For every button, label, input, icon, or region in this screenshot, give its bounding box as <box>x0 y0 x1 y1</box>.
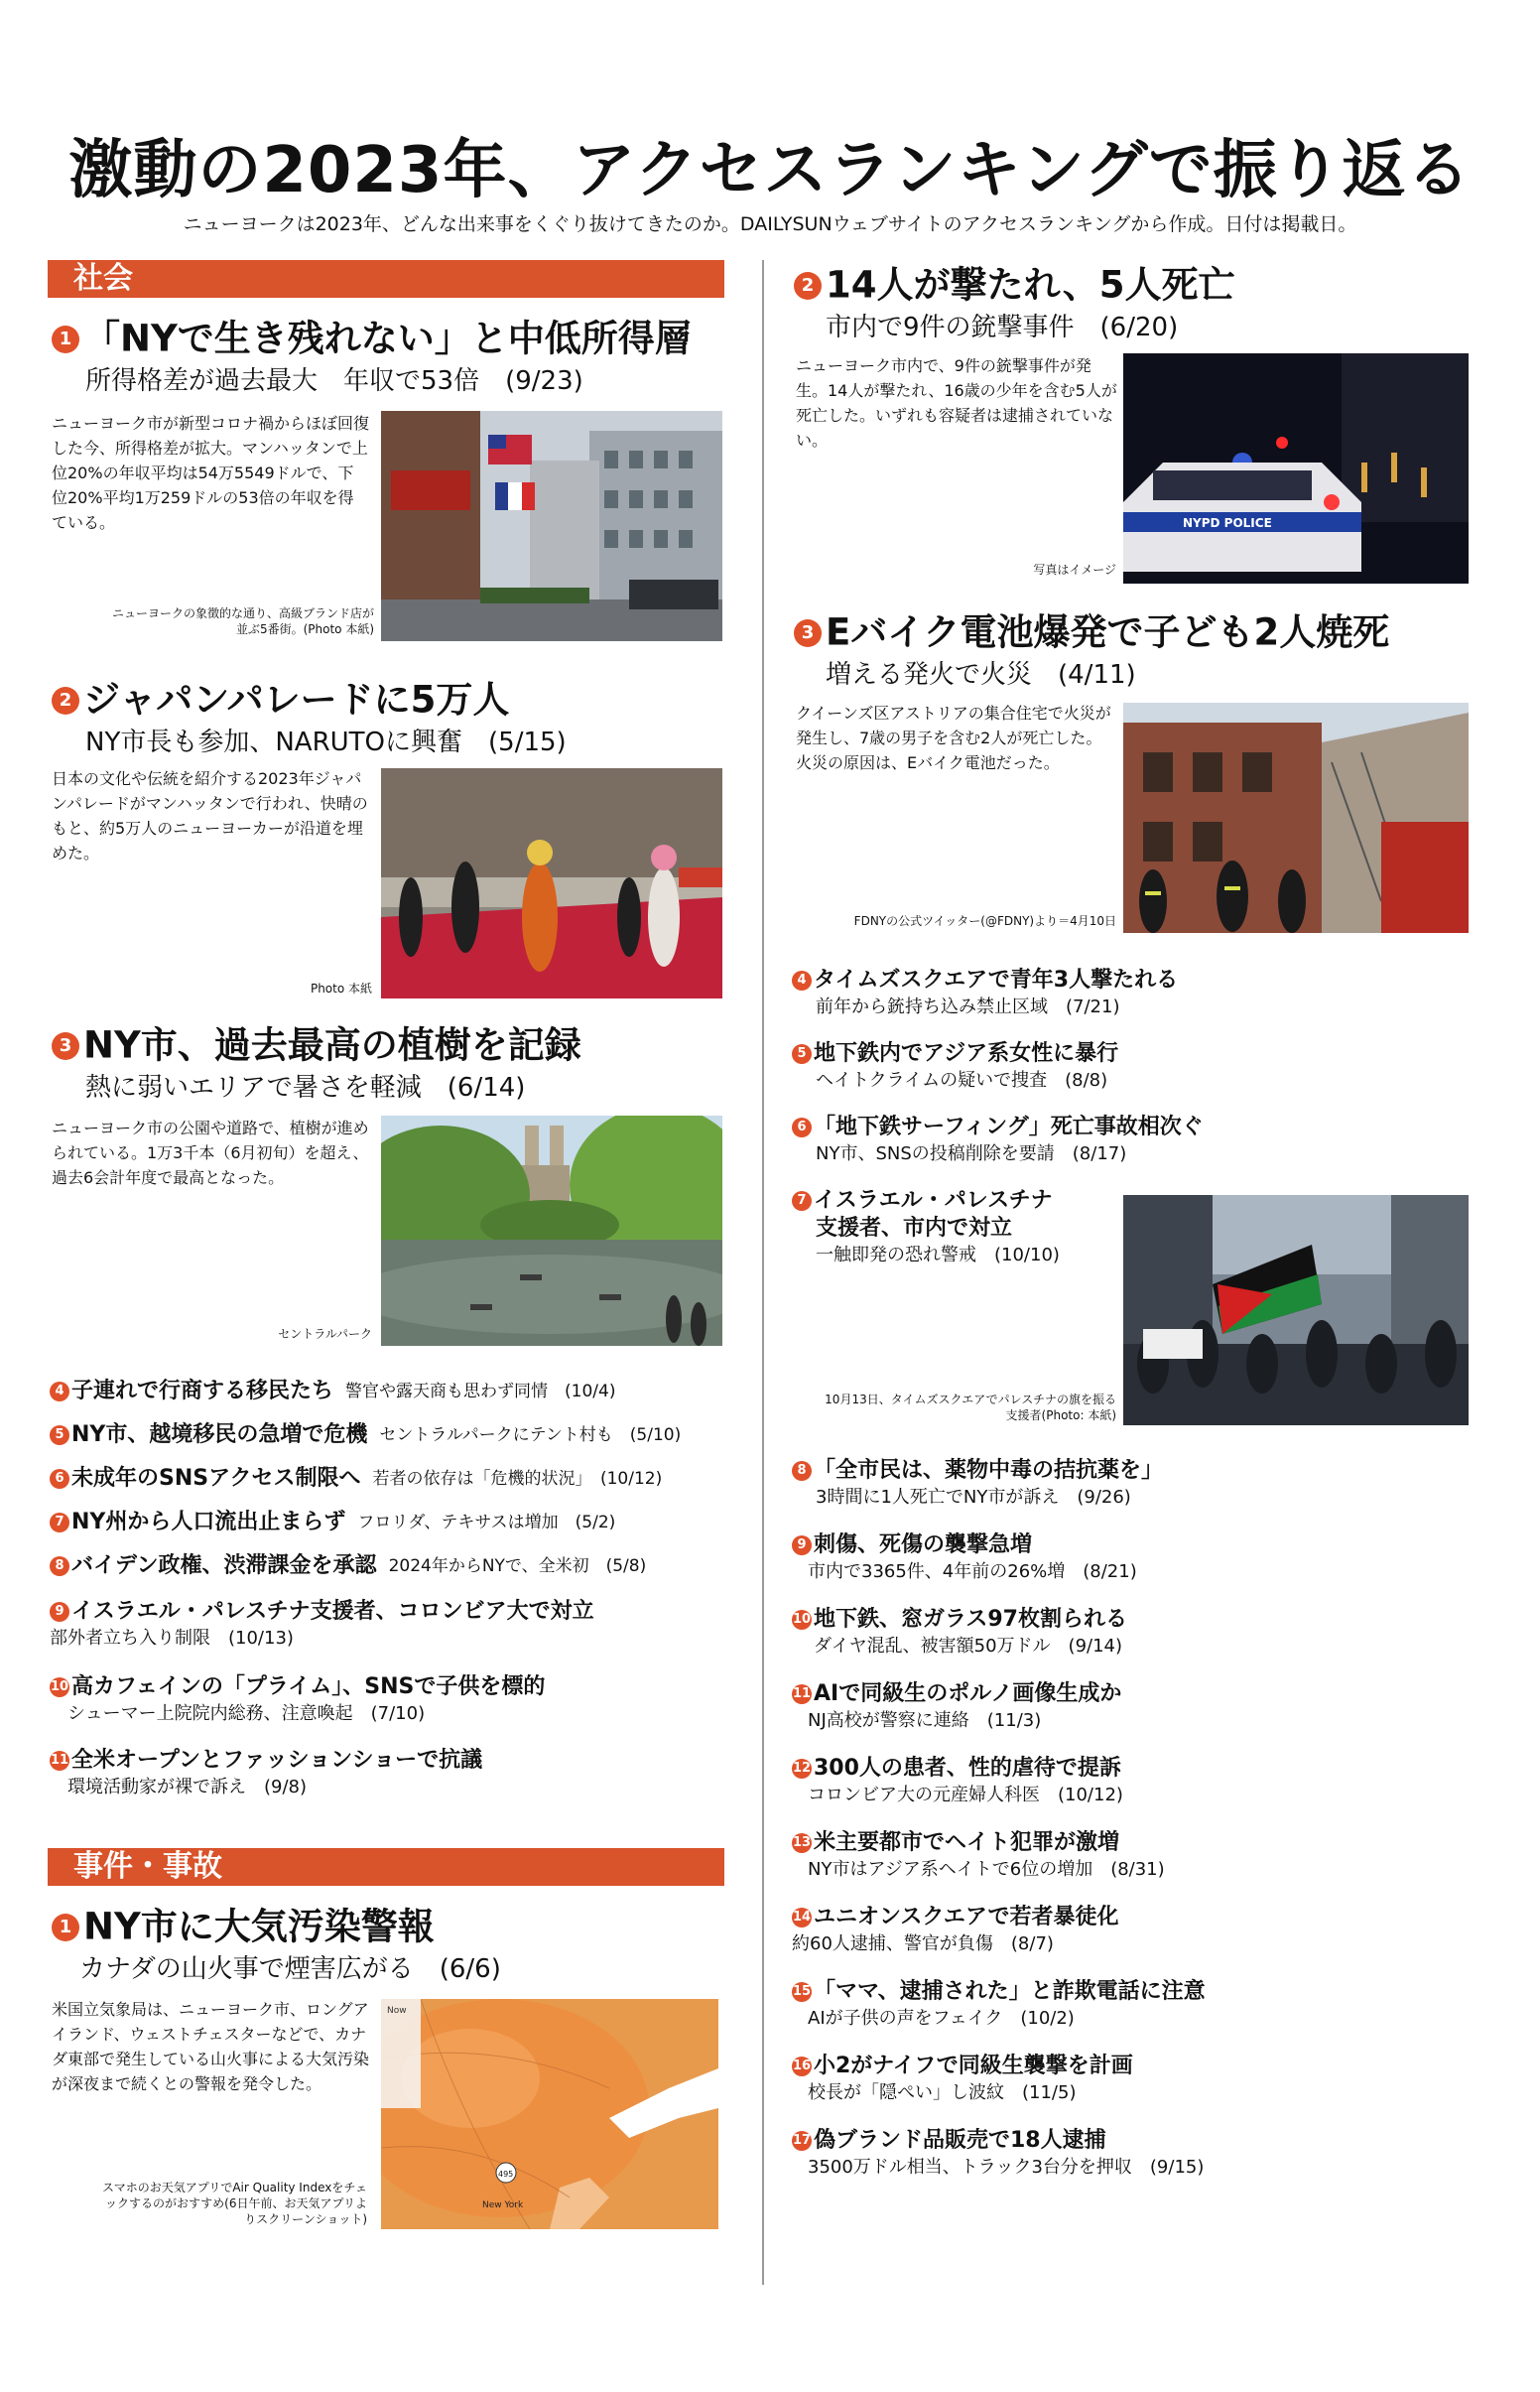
rank-badge: 12 <box>792 1759 812 1779</box>
list-item[interactable] <box>50 1673 744 1747</box>
item-sub: セントラルパークにテント村も (5/10) <box>379 1425 682 1445</box>
item-title: AIで同級生のポルノ画像生成か <box>814 1681 1122 1706</box>
list-item[interactable] <box>50 1747 744 1820</box>
incident-headline-2[interactable] <box>794 262 1234 308</box>
incident-subhead-1: カナダの山火事で煙害広がる (6/6) <box>79 1954 501 1984</box>
list-item[interactable] <box>792 1680 1506 1755</box>
item-title: 子連れで行商する移民たち <box>71 1379 334 1403</box>
rank-badge: 17 <box>792 2131 812 2151</box>
item-title: 偽ブランド品販売で18人逮捕 <box>814 2128 1106 2153</box>
society-body-1: ニューヨーク市が新型コロナ禍からほぼ回復した今、所得格差が拡大。マンハッタンで上位20%の年収平均は54万5549ドルで、下位20%平均1万259ドルの53倍の年収を得ている。 <box>52 414 370 532</box>
rank-badge: 10 <box>50 1677 69 1697</box>
society-subhead-1: 所得格差が過去最大 年収で53倍 (9/23) <box>85 366 583 396</box>
rank-badge: 15 <box>792 1982 812 2002</box>
incident-list <box>792 967 1486 1187</box>
rank-badge: 1 <box>52 326 79 353</box>
item-title: 「全市民は、薬物中毒の拮抗薬を」 <box>814 1458 1164 1483</box>
incident-headline-3[interactable] <box>794 609 1389 655</box>
item-sub: 3時間に1人死亡でNY市が訴え (9/26) <box>816 1487 1131 1508</box>
item-title: 「地下鉄サーフィング」死亡事故相次ぐ <box>814 1115 1204 1139</box>
list-item[interactable] <box>792 1755 1506 1829</box>
rank-badge: 6 <box>792 1118 812 1137</box>
map-app-label: Now <box>387 2006 407 2016</box>
item-title: タイムズスクエアで青年3人撃たれる <box>814 968 1179 993</box>
air-quality-map <box>381 1999 718 2229</box>
item-title: ユニオンスクエアで若者暴徒化 <box>814 1905 1119 1929</box>
incident-caption-7 <box>784 1392 1116 1423</box>
list-item[interactable] <box>792 2053 1506 2127</box>
item-sub: 約60人逮捕、警官が負傷 (8/7) <box>792 1933 1054 1954</box>
item-sub: 3500万ドル相当、トラック3台分を押収 (9/15) <box>808 2157 1205 2178</box>
rank-badge: 3 <box>52 1032 79 1060</box>
incident-caption-3: FDNYの公式ツイッター(@FDNY)より＝4月10日 <box>853 914 1116 928</box>
society-subhead-2: NY市長も参加、NARUTOに興奮 (5/15) <box>85 728 567 757</box>
incident-body-2: ニューヨーク市内で、9件の銃撃事件が発生。14人が撃たれ、16歳の少年を含む5人が死亡した。いずれも容疑者は逮捕されていない。 <box>796 356 1117 450</box>
item-sub: 市内で3365件、4年前の26%増 (8/21) <box>808 1561 1137 1582</box>
caption-line: 支援者(Photo: 本紙) <box>1005 1408 1116 1422</box>
item-sub: フロリダ、テキサスは増加 (5/2) <box>357 1513 616 1532</box>
item-sub: NY市はアジア系ヘイトで6位の増加 (8/31) <box>808 1859 1165 1880</box>
rank-badge: 2 <box>794 272 822 300</box>
rank-badge: 7 <box>50 1513 69 1532</box>
list-item[interactable] <box>792 1457 1506 1531</box>
rank-badge: 1 <box>52 1914 79 1941</box>
society-body-3: ニューヨーク市の公園や道路で、植樹が進められている。1万3千本（6月初旬）を超え、過去6会計年度で最高となった。 <box>52 1119 369 1187</box>
list-item[interactable] <box>792 1606 1506 1680</box>
rank-badge: 11 <box>792 1684 812 1704</box>
headline-text: Eバイク電池爆発で子ども2人焼死 <box>826 610 1390 654</box>
item-sub: ヘイトクライムの疑いで捜査 (8/8) <box>816 1070 1108 1091</box>
list-item[interactable] <box>792 2127 1506 2201</box>
list-item[interactable] <box>50 1378 744 1421</box>
list-item[interactable] <box>792 967 1486 1040</box>
rank-badge: 5 <box>792 1044 812 1064</box>
item-sub: NY市、SNSの投稿削除を要請 (8/17) <box>816 1143 1127 1164</box>
list-item[interactable] <box>792 1829 1506 1904</box>
central-park-photo <box>381 1116 722 1346</box>
society-caption-3: セントラルパーク <box>278 1327 372 1341</box>
japan-parade-photo <box>381 768 722 998</box>
fire-scene-photo <box>1123 703 1469 933</box>
rank-badge: 5 <box>50 1425 69 1445</box>
section-bar-society: 社会 <box>48 260 724 298</box>
caption-line: 10月13日、タイムズスクエアでパレスチナの旗を振る <box>825 1393 1116 1406</box>
incident-body-1: 米国立気象局は、ニューヨーク市、ロングアイランド、ウェストチェスターなどで、カナダ東部で発生している山火事による大気汚染が深夜まで続くとの警報を発令した。 <box>52 2000 370 2093</box>
rank-badge: 4 <box>792 971 812 991</box>
list-item[interactable] <box>792 1531 1506 1606</box>
item-title: 小2がナイフで同級生襲撃を計画 <box>814 2054 1133 2078</box>
society-body-2: 日本の文化や伝統を紹介する2023年ジャパンパレードがマンハッタンで行われ、快晴のもと、約5万人のニューヨーカーが沿道を埋めた。 <box>52 769 368 863</box>
society-subhead-3: 熱に弱いエリアで暑さを軽減 (6/14) <box>85 1073 526 1103</box>
item-title: イスラエル・パレスチナ <box>814 1188 1053 1213</box>
rank-badge: 13 <box>792 1833 812 1853</box>
rank-badge: 9 <box>792 1535 812 1555</box>
page-title: 激動の2023年、アクセスランキングで振り返る <box>68 134 1472 207</box>
rank-badge: 4 <box>50 1382 69 1401</box>
rank-badge: 14 <box>792 1908 812 1927</box>
item-sub: コロンビア大の元産婦人科医 (10/12) <box>808 1785 1123 1805</box>
society-headline-1[interactable] <box>52 316 692 361</box>
item-title: バイデン政権、渋滞課金を承認 <box>71 1553 377 1578</box>
police-car-text: NYPD POLICE <box>1183 516 1272 530</box>
list-item[interactable] <box>50 1598 744 1673</box>
police-car-photo <box>1123 353 1469 584</box>
society-list <box>50 1378 744 1596</box>
item-title: 地下鉄内でアジア系女性に暴行 <box>814 1041 1119 1066</box>
item-title: NY州から人口流出止まらず <box>71 1510 346 1534</box>
incident-caption-2: 写真はイメージ <box>1033 563 1116 577</box>
list-item[interactable] <box>792 1904 1506 1978</box>
rank-badge: 8 <box>792 1461 812 1481</box>
list-item[interactable] <box>792 1040 1486 1114</box>
list-item[interactable] <box>50 1421 744 1465</box>
list-item[interactable] <box>792 1114 1486 1187</box>
map-route-label: 495 <box>498 2170 514 2179</box>
item-sub: 若者の依存は「危機的状況」 (10/12) <box>372 1469 663 1489</box>
list-item[interactable] <box>792 1978 1506 2053</box>
rank-badge: 7 <box>792 1191 812 1211</box>
item-title-line2: 支援者、市内で対立 <box>816 1216 1013 1241</box>
item-sub: 環境活動家が裸で訴え (9/8) <box>67 1777 308 1797</box>
incident-caption-1: スマホのお天気アプリでAir Quality Indexをチェックするのがおすすめ(6日午前、お天気アプリよりスクリーンショット) <box>102 2181 367 2226</box>
rank-badge: 11 <box>50 1751 69 1771</box>
headline-text: NY市に大気汚染警報 <box>83 1905 435 1948</box>
palestine-rally-photo <box>1123 1195 1469 1425</box>
item-title: イスラエル・パレスチナ支援者、コロンビア大で対立 <box>71 1599 594 1624</box>
incident-body-3: クイーンズ区アストリアの集合住宅で火災が発生し、7歳の男子を含む2人が死亡した。火災の原因は、Eバイク電池だった。 <box>796 704 1111 772</box>
list-item[interactable] <box>50 1465 744 1509</box>
rank-badge: 10 <box>792 1610 812 1630</box>
list-item[interactable] <box>50 1552 744 1596</box>
incident-list-2 <box>792 1457 1506 2201</box>
rank-badge: 2 <box>52 687 79 715</box>
item-title: 未成年のSNSアクセス制限へ <box>71 1466 361 1491</box>
headline-text: ジャパンパレードに5万人 <box>83 678 510 722</box>
headline-text: 「NYで生き残れない」と中低所得層 <box>83 317 692 360</box>
rank-badge: 16 <box>792 2057 812 2076</box>
incident-item-7[interactable] <box>792 1187 1119 1268</box>
item-sub: 校長が「隠ぺい」し波紋 (11/5) <box>808 2082 1077 2103</box>
item-sub: 警官や露天商も思わず同情 (10/4) <box>345 1382 616 1401</box>
society-headline-3[interactable] <box>52 1022 581 1068</box>
item-sub: シューマー上院院内総務、注意喚起 (7/10) <box>67 1703 426 1724</box>
item-title: 全米オープンとファッションショーで抗議 <box>71 1748 483 1773</box>
rank-badge: 3 <box>794 619 822 647</box>
society-caption-1: ニューヨークの象徴的な通り、高級ブランド店が並ぶ5番街。(Photo 本紙) <box>111 606 374 636</box>
headline-text: 14人が撃たれ、5人死亡 <box>826 263 1235 307</box>
society-headline-2[interactable] <box>52 677 509 723</box>
incident-subhead-3: 増える発火で火災 (4/11) <box>826 660 1136 690</box>
item-sub: 一触即発の恐れ警戒 (10/10) <box>816 1245 1060 1265</box>
rank-badge: 8 <box>50 1556 69 1576</box>
item-title: 「ママ、逮捕された」と詐欺電話に注意 <box>814 1979 1206 2004</box>
page-subtitle: ニューヨークは2023年、どんな出来事をくぐり抜けてきたのか。DAILYSUNウェブサイトのアクセスランキングから作成。日付は掲載日。 <box>183 213 1357 235</box>
item-sub: AIが子供の声をフェイク (10/2) <box>808 2008 1075 2029</box>
incident-headline-1[interactable] <box>52 1904 435 1949</box>
map-city-label: New York <box>482 2200 524 2210</box>
rank-badge: 9 <box>50 1602 69 1622</box>
list-item[interactable] <box>50 1509 744 1552</box>
fifth-avenue-photo <box>381 411 722 641</box>
incident-subhead-2: 市内で9件の銃撃事件 (6/20) <box>826 313 1179 342</box>
item-sub: 2024年からNYで、全米初 (5/8) <box>388 1556 647 1576</box>
item-title: 米主要都市でヘイト犯罪が激増 <box>814 1830 1120 1855</box>
rank-badge: 6 <box>50 1469 69 1489</box>
item-sub: 前年から銃持ち込み禁止区域 (7/21) <box>816 997 1120 1017</box>
item-title: 高カフェインの「プライム」、SNSで子供を標的 <box>71 1674 546 1699</box>
item-sub: NJ高校が警察に連絡 (11/3) <box>808 1710 1042 1731</box>
item-sub: 部外者立ち入り制限 (10/13) <box>50 1628 294 1649</box>
item-title: NY市、越境移民の急増で危機 <box>71 1422 368 1447</box>
column-divider <box>762 260 764 2285</box>
item-title: 地下鉄、窓ガラス97枚割られる <box>814 1607 1127 1632</box>
society-list-2 <box>50 1598 744 1820</box>
society-caption-2: Photo 本紙 <box>310 982 372 996</box>
section-bar-incidents: 事件・事故 <box>48 1848 724 1886</box>
headline-text: NY市、過去最高の植樹を記録 <box>83 1023 581 1067</box>
item-title: 300人の患者、性的虐待で提訴 <box>814 1756 1121 1781</box>
item-sub: ダイヤ混乱、被害額50万ドル (9/14) <box>814 1636 1123 1657</box>
item-title: 刺傷、死傷の襲撃急増 <box>814 1532 1033 1557</box>
